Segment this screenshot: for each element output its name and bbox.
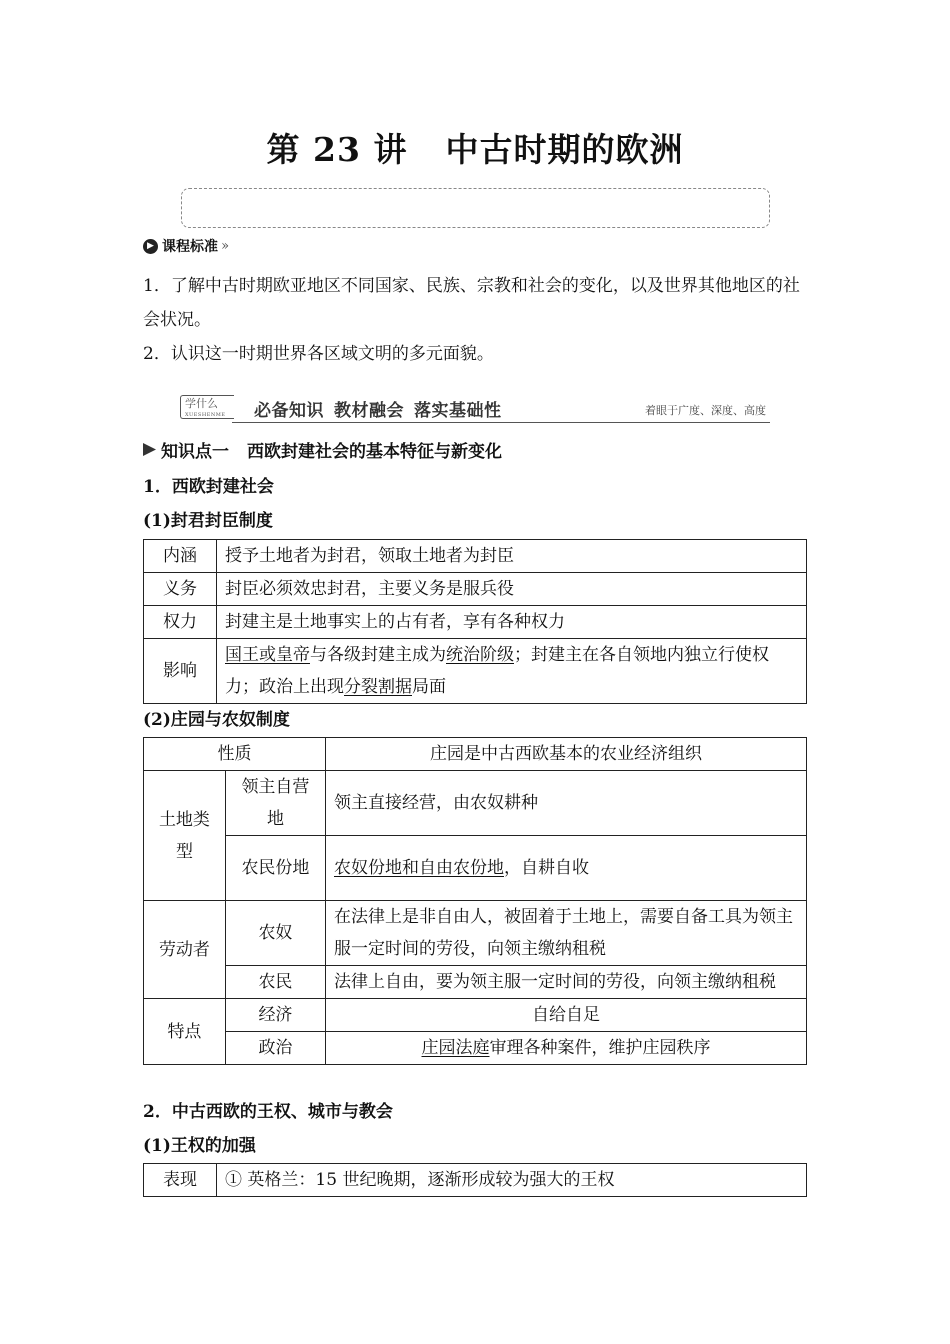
banner-underline bbox=[232, 422, 770, 423]
double-chevron-icon: ›› bbox=[221, 238, 227, 254]
standard-item-2: 2．认识这一时期世界各区域文明的多元面貌。 bbox=[143, 344, 494, 364]
table-row: 劳动者 农奴 在法律上是非自由人，被固着于土地上，需要自备工具为领主服一定时间的劳役，向领主缴纳租税 bbox=[144, 901, 807, 966]
manor-table bbox=[143, 737, 807, 1065]
section-banner bbox=[180, 393, 770, 423]
section-heading-2: 2．中古西欧的王权、城市与教会 bbox=[143, 1102, 393, 1122]
fief-table bbox=[143, 539, 807, 704]
lecture-title: 中古时期的欧洲 bbox=[445, 130, 684, 169]
play-circle-icon: ▶ bbox=[143, 239, 158, 254]
knowledge-point-heading: 知识点一 西欧封建社会的基本特征与新变化 bbox=[143, 437, 502, 462]
table-row: 农民 法律上自由，要为领主服一定时间的劳役，向领主缴纳租税 bbox=[144, 966, 807, 999]
banner-title: 必备知识 教材融会 落实基础性 bbox=[254, 401, 502, 421]
subheading-kingship: (1)王权的加强 bbox=[143, 1136, 256, 1156]
table-row: 内涵 授予土地者为封君，领取土地者为封臣 bbox=[144, 540, 807, 573]
page-title bbox=[0, 124, 950, 171]
table-row: 权力 封建主是土地事实上的占有者，享有各种权力 bbox=[144, 606, 807, 639]
standard-item-1: 1．了解中古时期欧亚地区不同国家、民族、宗教和社会的变化，以及世界其他地区的社会状况。 bbox=[143, 276, 800, 330]
table-row: 农民份地 农奴份地和自由农份地，自耕自收 bbox=[144, 836, 807, 901]
banner-subtitle: 着眼于广度、深度、高度 bbox=[645, 404, 766, 417]
section-heading-1: 1．西欧封建社会 bbox=[143, 477, 274, 497]
dashed-note-box bbox=[181, 188, 770, 228]
lecture-number: 第 23 讲 bbox=[266, 130, 408, 169]
table-row: 政治 庄园法庭审理各种案件，维护庄园秩序 bbox=[144, 1032, 807, 1065]
table-row: 土地类型 领主自营地 领主直接经营，由农奴耕种 bbox=[144, 771, 807, 836]
table-row: 表现 ① 英格兰：15 世纪晚期，逐渐形成较为强大的王权 bbox=[144, 1164, 807, 1197]
play-triangle-icon bbox=[143, 443, 156, 456]
table-row: 义务 封臣必须效忠封君，主要义务是服兵役 bbox=[144, 573, 807, 606]
logo-badge: 学什么 XUESHENME bbox=[180, 395, 234, 419]
subheading-fief: (1)封君封臣制度 bbox=[143, 511, 273, 531]
table-row: 性质 庄园是中古西欧基本的农业经济组织 bbox=[144, 738, 807, 771]
table-row: 影响 国王或皇帝与各级封建主成为统治阶级；封建主在各自领地内独立行使权力；政治上出现分裂割据局面 bbox=[144, 639, 807, 704]
kingship-table bbox=[143, 1163, 807, 1197]
subheading-manor: (2)庄园与农奴制度 bbox=[143, 710, 290, 730]
table-row: 特点 经济 自给自足 bbox=[144, 999, 807, 1032]
course-standard-tag: ▶ 课程标准 ›› bbox=[143, 236, 226, 256]
